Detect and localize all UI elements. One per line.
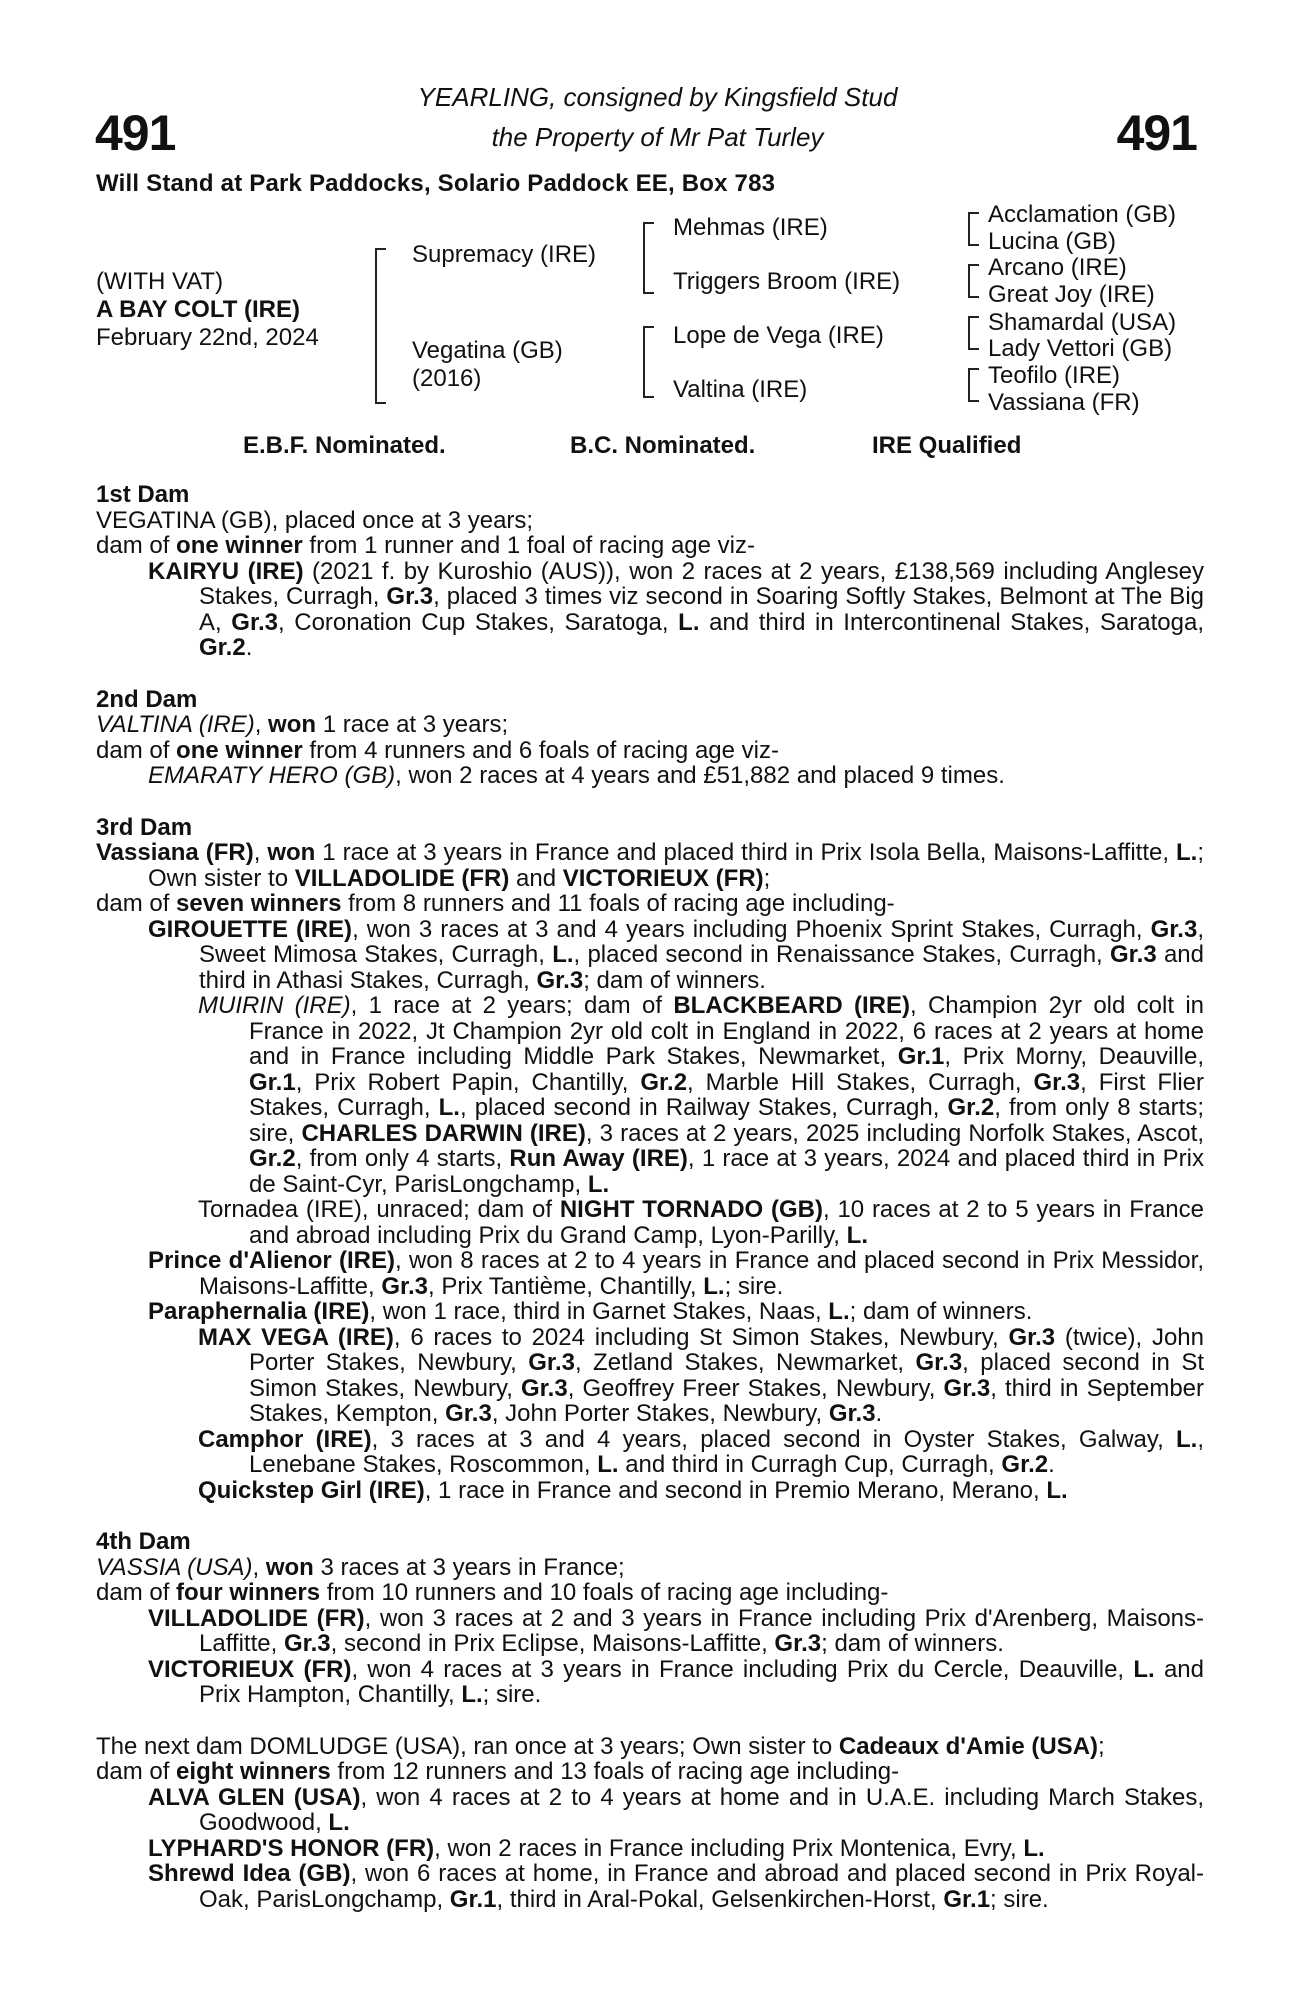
- text-run: , Prix Tantième, Chantilly,: [428, 1272, 704, 1300]
- dam-dam: Valtina (IRE): [673, 376, 808, 403]
- bold-text: Gr.3: [1109, 941, 1157, 968]
- catalogue-body: [96, 482, 1204, 1912]
- consignor-line: YEARLING, consigned by Kingsfield Stud: [417, 82, 898, 112]
- second-dam-section: [96, 687, 1204, 789]
- text-run: , 1 race at 2 years; dam of: [350, 992, 674, 1019]
- text-run: (twice), John Porter Stakes, Newbury,: [249, 1323, 1204, 1376]
- nomination-ebf: E.B.F. Nominated.: [243, 432, 446, 459]
- text-run: , won 4 races at 3 years in France including Prix du Cercle, Deauville,: [351, 1655, 1134, 1683]
- section-lines: [96, 1734, 1204, 1913]
- bold-text: won: [267, 839, 316, 866]
- entry-line: [96, 1606, 1204, 1657]
- text-run: 1 race at 3 years in France and placed third in Prix Isola Bella, Maisons-Laffitte,: [315, 839, 1176, 866]
- bold-text: Paraphernalia (IRE): [148, 1298, 370, 1325]
- bold-text: Gr.3: [1008, 1323, 1056, 1351]
- bold-text: seven winners: [176, 890, 342, 917]
- entry-line: [96, 1836, 1204, 1862]
- text-run: , Geoffrey Freer Stakes, Newbury,: [567, 1374, 944, 1402]
- bold-text: Gr.3: [283, 1630, 331, 1657]
- entry-line: [96, 891, 1204, 917]
- vat-note: (WITH VAT): [96, 268, 224, 295]
- bold-text: Gr.3: [828, 1400, 876, 1427]
- nomination-bc: B.C. Nominated.: [570, 432, 756, 459]
- section-lines: [96, 840, 1204, 1503]
- pedigree-brace-g2: [968, 264, 979, 298]
- bold-text: Vassiana (FR): [96, 839, 254, 866]
- lot-number-left: 491: [95, 105, 176, 161]
- text-run: , won 8 races at 2 to 4 years in France and placed second in Prix Messidor, Maisons-Laffitte,: [199, 1247, 1204, 1300]
- text-run: ; dam of winners.: [583, 966, 766, 994]
- text-run: VEGATINA (GB), placed once at 3 years;: [96, 506, 534, 534]
- bold-text: Gr.3: [528, 1349, 575, 1376]
- text-run: 3 races at 3 years in France;: [313, 1553, 625, 1581]
- section-title: 3rd Dam: [96, 813, 193, 841]
- entry-line: [96, 1197, 1204, 1248]
- bold-text: ALVA GLEN (USA): [148, 1783, 361, 1811]
- entry-line: [96, 840, 1204, 891]
- text-run: , won 6 races at home, in France and abroad and placed second in Prix Royal-Oak, ParisLongchamp,: [199, 1860, 1204, 1913]
- bold-text: VICTORIEUX (FR): [148, 1655, 352, 1683]
- bold-text: eight winners: [176, 1758, 331, 1785]
- text-run: , Coronation Cup Stakes, Saratoga,: [277, 608, 679, 636]
- entry-line: [96, 1427, 1204, 1478]
- pedigree-brace-g1: [968, 212, 979, 246]
- bold-text: Cadeaux d'Amie (USA): [838, 1732, 1099, 1760]
- text-run: , Zetland Stakes, Newmarket,: [574, 1349, 916, 1376]
- stand-location: Will Stand at Park Paddocks, Solario Paddock EE, Box 783: [96, 170, 776, 197]
- entry-line: [96, 917, 1204, 994]
- bold-text: L.: [678, 608, 700, 636]
- bold-text: Gr.3: [536, 966, 584, 994]
- text-run: .: [245, 634, 253, 661]
- bold-text: Gr.1: [943, 1885, 991, 1913]
- entry-line: [96, 712, 1204, 738]
- entry-line: [96, 763, 1204, 789]
- text-run: dam of: [96, 532, 177, 559]
- entry-line: [96, 1248, 1204, 1299]
- text-run: from 4 runners and 6 foals of racing age viz-: [302, 736, 779, 764]
- ancestor-1: Acclamation (GB): [988, 201, 1177, 228]
- bold-text: Gr.3: [386, 583, 434, 610]
- third-dam-section: [96, 815, 1204, 1504]
- ancestor-8: Vassiana (FR): [988, 389, 1140, 416]
- text-run: , from only 4 starts,: [295, 1145, 510, 1172]
- entry-line: [96, 1580, 1204, 1606]
- entry-line: [96, 1325, 1204, 1427]
- bold-text: GIROUETTE (IRE): [148, 915, 353, 943]
- text-run: .: [875, 1400, 883, 1427]
- bold-text: VILLADOLIDE (FR): [294, 864, 510, 892]
- text-run: ; sire.: [990, 1885, 1049, 1913]
- dam-sire: Lope de Vega (IRE): [673, 322, 884, 349]
- lot-number-right: 491: [1116, 105, 1197, 161]
- bold-text: L.: [597, 1451, 619, 1478]
- text-run: The next dam DOMLUDGE (USA), ran once at 3 years; Own sister to: [96, 1732, 839, 1760]
- bold-text: Gr.3: [1033, 1068, 1081, 1096]
- text-run: ; Own sister to: [148, 839, 1204, 892]
- bold-text: Gr.3: [943, 1374, 991, 1402]
- bold-text: CHARLES DARWIN (IRE): [301, 1119, 586, 1147]
- pedigree-brace-g3: [968, 316, 979, 350]
- entry-line: [96, 1861, 1204, 1912]
- text-run: ,: [253, 839, 268, 866]
- bold-text: Shrewd Idea (GB): [148, 1860, 351, 1887]
- bold-text: Gr.2: [1001, 1451, 1049, 1478]
- nomination-ire: IRE Qualified: [872, 432, 1022, 459]
- bold-text: BLACKBEARD (IRE): [673, 992, 910, 1019]
- foaling-date: February 22nd, 2024: [96, 324, 319, 351]
- ancestor-5: Shamardal (USA): [988, 309, 1177, 336]
- text-run: from 12 runners and 13 foals of racing age including-: [330, 1758, 900, 1785]
- text-run: (2021 f. by Kuroshio (AUS)), won 2 races at 2 years, £138,569 including Anglesey Stakes, Curragh,: [199, 557, 1204, 610]
- text-run: ;: [1098, 1732, 1105, 1760]
- italic-text: EMARATY HERO (GB): [148, 762, 396, 789]
- bold-text: NIGHT TORNADO (GB): [559, 1196, 823, 1223]
- bold-text: L.: [438, 1094, 460, 1121]
- bold-text: L.: [1133, 1655, 1155, 1683]
- bold-text: LYPHARD'S HONOR (FR): [148, 1834, 435, 1862]
- bold-text: L.: [552, 941, 574, 968]
- text-run: , 10 races at 2 to 5 years in France and abroad including Prix du Grand Camp, Lyon-Parilly,: [249, 1196, 1205, 1249]
- pedigree-brace-sire: [643, 222, 654, 294]
- text-run: dam of: [96, 736, 177, 764]
- bold-text: Gr.3: [521, 1374, 568, 1402]
- text-run: , second in Prix Eclipse, Maisons-Laffitte,: [330, 1630, 775, 1657]
- bold-text: Gr.3: [1150, 915, 1198, 943]
- sire-sire: Mehmas (IRE): [673, 214, 828, 241]
- text-run: , won 2 races in France including Prix Montenica, Evry,: [434, 1834, 1024, 1862]
- text-run: and third in Athasi Stakes, Curragh,: [199, 941, 1204, 994]
- dam-name: Vegatina (GB): [412, 337, 563, 364]
- text-run: from 8 runners and 11 foals of racing age including-: [341, 890, 895, 917]
- bold-text: Gr.1: [897, 1043, 945, 1070]
- bold-text: Gr.2: [199, 634, 246, 661]
- sire-dam: Triggers Broom (IRE): [673, 268, 901, 295]
- text-run: dam of: [96, 1758, 177, 1785]
- text-run: ; dam of winners.: [821, 1630, 1004, 1657]
- text-run: ; sire.: [482, 1681, 542, 1708]
- dam-year: (2016): [412, 365, 482, 392]
- bold-text: Gr.2: [640, 1068, 688, 1096]
- italic-text: VASSIA (USA): [96, 1553, 253, 1581]
- text-run: and third in Intercontinenal Stakes, Saratoga,: [699, 608, 1205, 636]
- pedigree-brace-dam: [643, 326, 654, 398]
- entry-line: [96, 1785, 1204, 1836]
- entry-line: [96, 533, 1204, 559]
- text-run: , won 3 races at 3 and 4 years including Phoenix Sprint Stakes, Curragh,: [352, 915, 1151, 943]
- ancestor-4: Great Joy (IRE): [988, 281, 1155, 308]
- text-run: , third in Aral-Pokal, Gelsenkirchen-Horst,: [496, 1885, 944, 1913]
- entry-line: [96, 1555, 1204, 1581]
- text-run: , John Porter Stakes, Newbury,: [491, 1400, 829, 1427]
- text-run: .: [1048, 1451, 1055, 1478]
- text-run: and third in Curragh Cup, Curragh,: [618, 1451, 1002, 1478]
- bold-text: VILLADOLIDE (FR): [148, 1604, 365, 1632]
- section-title: 1st Dam: [96, 481, 190, 508]
- text-run: and Prix Hampton, Chantilly,: [199, 1655, 1204, 1708]
- text-run: dam of: [96, 890, 177, 917]
- bold-text: Gr.3: [774, 1630, 822, 1657]
- text-run: , won 1 race, third in Garnet Stakes, Naas,: [369, 1298, 829, 1325]
- text-run: , won 3 races at 2 and 3 years in France including Prix d'Arenberg, Maisons-Laffitte,: [199, 1604, 1205, 1657]
- italic-text: MUIRIN (IRE): [198, 992, 351, 1019]
- section-title: 4th Dam: [96, 1528, 191, 1555]
- bold-text: Gr.3: [231, 608, 278, 636]
- text-run: , Marble Hill Stakes, Curragh,: [687, 1068, 1034, 1096]
- section-lines: [96, 712, 1204, 789]
- text-run: , placed second in Railway Stakes, Curragh,: [459, 1094, 948, 1121]
- text-run: ,: [254, 711, 269, 738]
- entry-line: [96, 559, 1204, 661]
- text-run: , won 4 races at 2 to 4 years at home and in U.A.E. including March Stakes, Goodwood,: [199, 1783, 1204, 1836]
- bold-text: Gr.3: [445, 1400, 492, 1427]
- bold-text: L.: [846, 1221, 868, 1249]
- bold-text: L.: [703, 1272, 725, 1300]
- text-run: from 10 runners and 10 foals of racing age including-: [320, 1579, 889, 1606]
- bold-text: Gr.1: [449, 1885, 497, 1913]
- bold-text: one winner: [176, 736, 303, 764]
- text-run: , Prix Robert Papin, Chantilly,: [295, 1068, 641, 1096]
- bold-text: KAIRYU (IRE): [148, 557, 304, 585]
- text-run: 1 race at 3 years;: [316, 711, 509, 738]
- text-run: and: [509, 864, 563, 892]
- ancestor-3: Arcano (IRE): [988, 254, 1127, 281]
- bold-text: MAX VEGA (IRE): [198, 1323, 394, 1351]
- bold-text: Gr.2: [947, 1094, 995, 1121]
- bold-text: won: [268, 711, 317, 738]
- ancestor-2: Lucina (GB): [988, 228, 1117, 255]
- bold-text: Quickstep Girl (IRE): [198, 1476, 425, 1504]
- text-run: , Sweet Mimosa Stakes, Curragh,: [199, 915, 1204, 968]
- text-run: , Lenebane Stakes, Roscommon,: [249, 1425, 1204, 1478]
- bold-text: L.: [1176, 1425, 1198, 1453]
- text-run: dam of: [96, 1579, 177, 1606]
- bold-text: Run Away (IRE): [509, 1145, 688, 1172]
- text-run: , Prix Morny, Deauville,: [944, 1043, 1204, 1070]
- text-run: , 3 races at 2 years, 2025 including Norfolk Stakes, Ascot,: [585, 1119, 1204, 1147]
- entry-line: [96, 993, 1204, 1197]
- pedigree-brace-main: [375, 248, 386, 404]
- next-dam-section: [96, 1734, 1204, 1913]
- bold-text: Gr.3: [915, 1349, 963, 1376]
- text-run: , 3 races at 3 and 4 years, placed second in Oyster Stakes, Galway,: [371, 1425, 1176, 1453]
- bold-text: Prince d'Alienor (IRE): [148, 1247, 395, 1274]
- bold-text: L.: [828, 1298, 850, 1325]
- entry-line: [96, 1299, 1204, 1325]
- text-run: , 1 race at 3 years, 2024 and placed third in Prix de Saint-Cyr, ParisLongchamp,: [249, 1145, 1204, 1198]
- bold-text: one winner: [176, 532, 303, 559]
- text-run: , placed second in St Simon Stakes, Newbury,: [249, 1349, 1205, 1402]
- ancestor-6: Lady Vettori (GB): [988, 335, 1173, 362]
- section-lines: [96, 508, 1204, 661]
- bold-text: Gr.3: [381, 1272, 429, 1300]
- first-dam-section: [96, 482, 1204, 661]
- text-run: , Champion 2yr old colt in France in 2022, Jt Champion 2yr old colt in England in 2022, 6 races at 2 years at home and in France including Middle Park Stakes, Newmarket,: [249, 992, 1205, 1070]
- bold-text: L.: [328, 1809, 350, 1836]
- entry-line: [96, 1478, 1204, 1504]
- text-run: ; sire.: [724, 1272, 784, 1300]
- bold-text: L.: [1176, 839, 1198, 866]
- text-run: ,: [252, 1553, 266, 1581]
- entry-line: [96, 1734, 1204, 1760]
- text-run: from 1 runner and 1 foal of racing age viz-: [302, 532, 755, 559]
- fourth-dam-section: [96, 1529, 1204, 1708]
- bold-text: Gr.1: [249, 1068, 296, 1096]
- bold-text: four winners: [176, 1579, 321, 1606]
- text-run: ;: [763, 864, 771, 892]
- text-run: , 6 races to 2024 including St Simon Stakes, Newbury,: [393, 1323, 1009, 1351]
- property-line: the Property of Mr Pat Turley: [491, 122, 824, 152]
- entry-line: [96, 1657, 1204, 1708]
- bold-text: Gr.2: [249, 1145, 296, 1172]
- entry-line: [96, 508, 1204, 534]
- text-run: , 1 race in France and second in Premio Merano, Merano,: [424, 1476, 1047, 1504]
- entry-line: [96, 1759, 1204, 1785]
- italic-text: VALTINA (IRE): [96, 711, 255, 738]
- section-lines: [96, 1555, 1204, 1708]
- pedigree-brace-g4: [968, 368, 979, 402]
- text-run: , placed 3 times viz second in Soaring Softly Stakes, Belmont at The Big A,: [199, 583, 1204, 636]
- sire-name: Supremacy (IRE): [412, 241, 597, 268]
- text-run: , placed second in Renaissance Stakes, Curragh,: [573, 941, 1110, 968]
- entry-line: [96, 738, 1204, 764]
- bold-text: L.: [587, 1170, 610, 1198]
- bold-text: won: [265, 1553, 314, 1581]
- text-run: , won 2 races at 4 years and £51,882 and placed 9 times.: [395, 762, 1005, 789]
- bold-text: L.: [1023, 1834, 1045, 1862]
- text-run: , third in September Stakes, Kempton,: [249, 1374, 1205, 1427]
- bold-text: VICTORIEUX (FR): [562, 864, 764, 892]
- text-run: Tornadea (IRE), unraced; dam of: [198, 1196, 560, 1223]
- horse-name: A BAY COLT (IRE): [96, 296, 301, 323]
- text-run: , First Flier Stakes, Curragh,: [249, 1068, 1204, 1121]
- bold-text: Camphor (IRE): [198, 1425, 372, 1453]
- bold-text: L.: [461, 1681, 483, 1708]
- ancestor-7: Teofilo (IRE): [988, 362, 1121, 389]
- bold-text: L.: [1046, 1476, 1068, 1504]
- section-title: 2nd Dam: [96, 685, 198, 713]
- text-run: , from only 8 starts; sire,: [249, 1094, 1204, 1147]
- text-run: ; dam of winners.: [849, 1298, 1033, 1325]
